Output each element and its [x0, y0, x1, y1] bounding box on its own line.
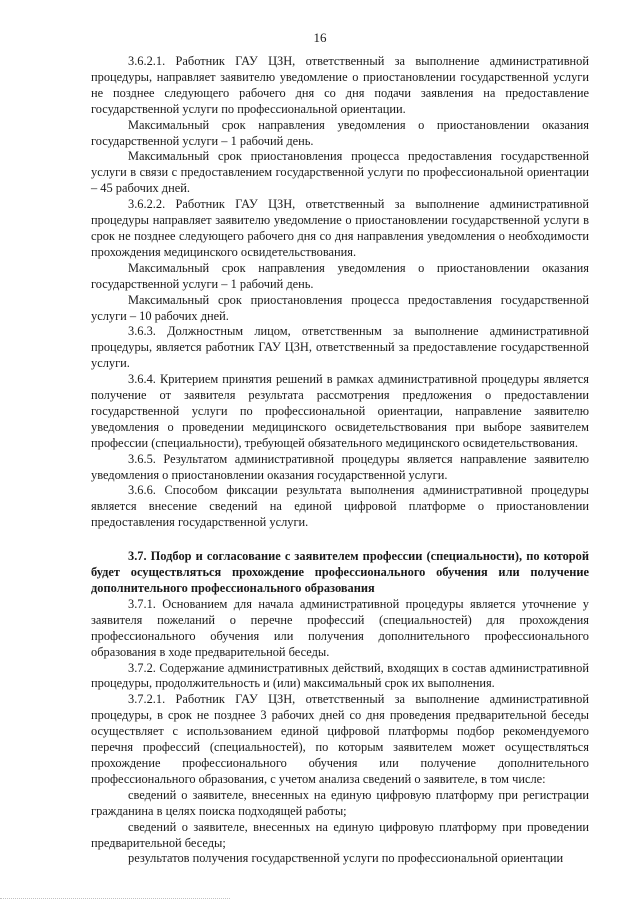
document-body	[91, 54, 589, 867]
scan-edge-artifact	[0, 897, 230, 899]
paragraph-3-6-3: 3.6.3. Должностным лицом, ответственным за выполнение административной процедуры, является работник ГАУ ЦЗН, ответственный за предоставление государственной услуги.	[91, 324, 589, 371]
paragraph-3-7-2: 3.7.2. Содержание административных действий, входящих в состав административной процедуры, продолжительность и (или) максимальный срок их выполнения.	[91, 660, 589, 691]
list-item-registration-data: сведений о заявителе, внесенных на единую цифровую платформу при регистрации гражданина в целях поиска подходящей работы;	[91, 787, 589, 818]
paragraph-3-6-2-1: 3.6.2.1. Работник ГАУ ЦЗН, ответственный за выполнение административной процедуры, направляет заявителю уведомление о приостановлении государственной услуги не позднее следующего рабочего дня со дня подачи заявления на предоставление государственной услуги по профессиональной ориентации.	[91, 54, 589, 116]
paragraph-3-6-5: 3.6.5. Результатом административной процедуры является направление заявителю уведомления о приостановлении оказания государственной услуги.	[91, 451, 589, 482]
paragraph-notice-term-2: Максимальный срок направления уведомления о приостановлении оказания государственной услуги – 1 рабочий день.	[91, 260, 589, 291]
paragraph-3-6-2-2: 3.6.2.2. Работник ГАУ ЦЗН, ответственный за выполнение административной процедуры направляет заявителю уведомление о приостановлении государственной услуги в срок не позднее следующего рабочего дня со дня направления уведомления о необходимости прохождения медицинского освидетельствования.	[91, 197, 589, 259]
paragraph-notice-term: Максимальный срок направления уведомления о приостановлении оказания государственной услуги – 1 рабочий день.	[91, 117, 589, 148]
list-item-orientation-results: результатов получения государственной услуги по профессиональной ориентации	[128, 851, 564, 866]
paragraph-3-7-1: 3.7.1. Основанием для начала административной процедуры является уточнение у заявителя пожеланий о перечне профессий (специальностей) для прохождения профессионального обучения или получения дополнительного профессионального образования в ходе предварительной беседы.	[91, 596, 589, 659]
section-heading-3-7: 3.7. Подбор и согласование с заявителем профессии (специальности), по которой будет осуществляться прохождение профессионального обучения или получение дополнительного профессионального образования	[91, 549, 589, 595]
list-item-interview-data: сведений о заявителе, внесенных на единую цифровую платформу при проведении предварительной беседы;	[91, 819, 589, 850]
page-number: 16	[313, 30, 327, 45]
paragraph-suspension-term-2: Максимальный срок приостановления процесса предоставления государственной услуги – 10 рабочих дней.	[91, 292, 589, 323]
paragraph-3-6-6: 3.6.6. Способом фиксации результата выполнения административной процедуры является внесение сведений на единой цифровой платформе о приостановлении предоставления государственной услуги.	[91, 483, 589, 530]
paragraph-3-6-4: 3.6.4. Критерием принятия решений в рамках административной процедуры является получение от заявителя результата рассмотрения предложения о предоставлении государственной услуги по профессиональной ориентации, направление заявителю уведомления о проведении медицинского освидетельствования при выборе заявителем профессии (специальности), требующей обязательного медицинского освидетельствования.	[91, 372, 589, 450]
paragraph-3-7-2-1: 3.7.2.1. Работник ГАУ ЦЗН, ответственный за выполнение административной процедуры, в срок не позднее 3 рабочих дней со дня проведения предварительной беседы осуществляет с использованием единой цифровой платформы подбор рекомендуемого перечня профессий (специальностей), по которым заявителем может осуществляться прохождение профессионального обучения или получение дополнительного профессионального образования, с учетом анализа сведений о заявителе, в том числе:	[91, 692, 589, 786]
paragraph-suspension-term: Максимальный срок приостановления процесса предоставления государственной услуги в связи с предоставлением государственной услуги по профессиональной ориентации – 45 рабочих дней.	[91, 149, 589, 196]
